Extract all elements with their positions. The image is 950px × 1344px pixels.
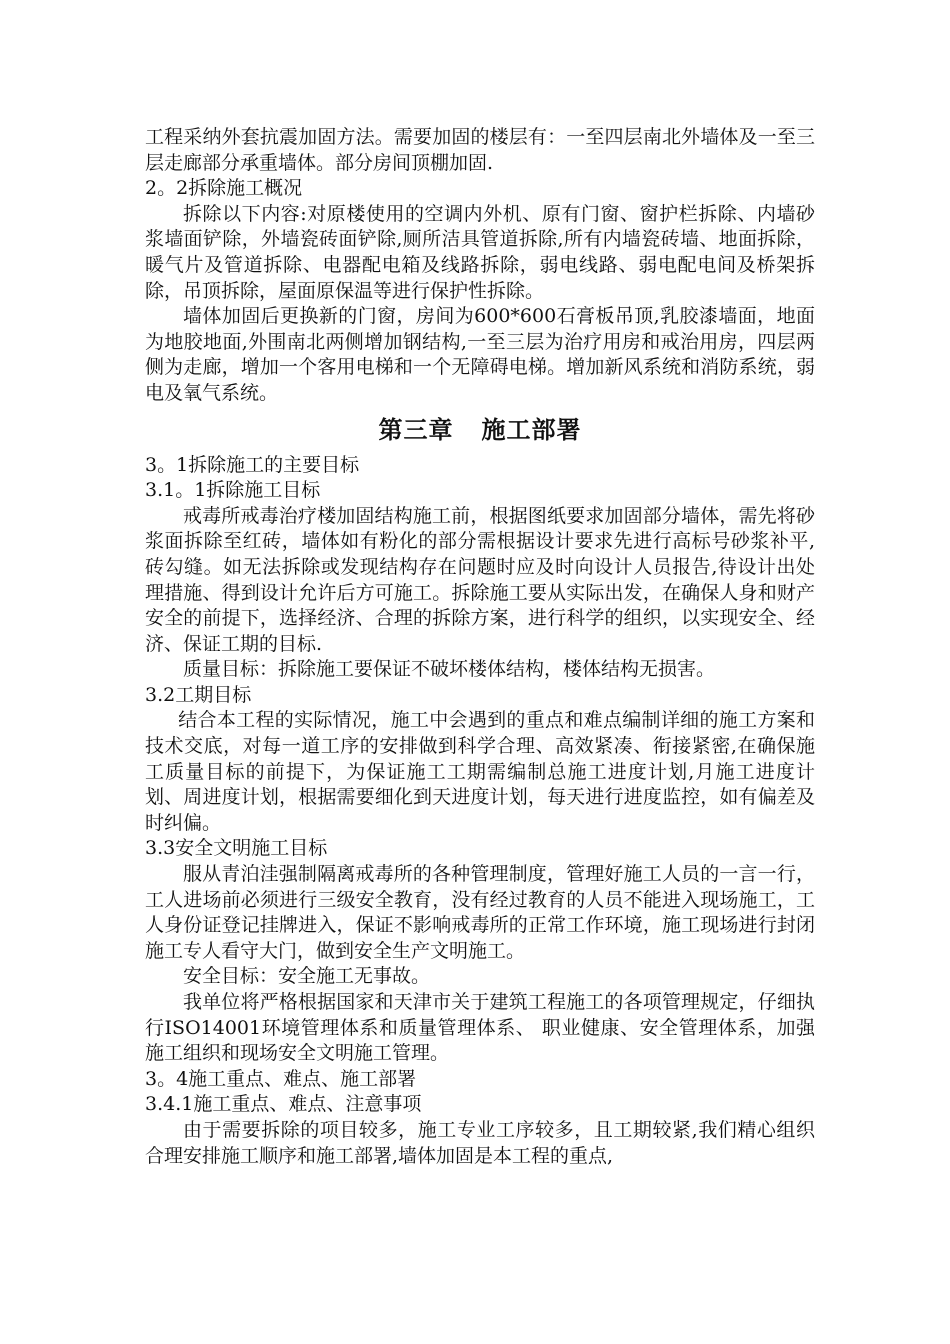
chapter-number: 第三章 — [378, 415, 454, 444]
section-heading-3-4-1: 3.4.1施工重点、难点、注意事项 — [145, 1093, 422, 1116]
paragraph-quality: 质量目标：拆除施工要保证不破坏楼体结构，楼体结构无损害。 — [183, 658, 716, 681]
chapter-title — [145, 407, 815, 453]
section-heading-3-1-1: 3.1。1拆除施工目标 — [145, 479, 321, 502]
paragraph-schedule: 结合本工程的实际情况，施工中会遇到的重点和难点编制详细的施工方案和技术交底，对每一道工序的安排做到科学合理、高效紧凑、衔接紧密,在确保施工质量目标的前提下，为保证施工工期需编制总施工进度计划,月施工进度计划、周进度计划，根据需要细化到天进度计划，每天进行进度监控，如有偏差及时纠偏。 — [145, 709, 815, 834]
section-heading-2-2: 2。2拆除施工概况 — [145, 177, 303, 200]
paragraph-safety-goal: 安全目标：安全施工无事故。 — [183, 965, 431, 988]
paragraph-safety: 服从青泊洼强制隔离戒毒所的各种管理制度，管理好施工人员的一言一行，工人进场前必须进行三级安全教育，没有经过教育的人员不能进入现场施工，工人身份证登记挂牌进入，保证不影响戒毒所的正常工作环境，施工现场进行封闭施工专人看守大门，做到安全生产文明施工。 — [145, 863, 815, 962]
section-heading-3-3: 3.3安全文明施工目标 — [145, 837, 328, 860]
document-page — [145, 125, 815, 1169]
paragraph-key-points: 由于需要拆除的项目较多，施工专业工序较多，且工期较紧,我们精心组织合理安排施工顺序和施工部署,墙体加固是本工程的重点, — [145, 1118, 815, 1167]
chapter-name: 施工部署 — [481, 415, 582, 444]
section-heading-3-2: 3.2工期目标 — [145, 683, 252, 706]
section-heading-3-1: 3。1拆除施工的主要目标 — [145, 453, 360, 476]
paragraph-reinforce: 墙体加固后更换新的门窗，房间为600*600石膏板吊顶,乳胶漆墙面，地面为地胶地面,外围南北两侧增加钢结构,一至三层为治疗用房和戒治用房，四层两侧为走廊，增加一个客用电梯和一个无障碍电梯。增加新风系统和消防系统，弱电及氧气系统。 — [145, 305, 815, 404]
paragraph-management: 我单位将严格根据国家和天津市关于建筑工程施工的各项管理规定，仔细执行ISO14001环境管理体系和质量管理体系、 职业健康、安全管理体系，加强施工组织和现场安全文明施工管理。 — [145, 991, 815, 1065]
paragraph-goal: 戒毒所戒毒治疗楼加固结构施工前，根据图纸要求加固部分墙体，需先将砂浆面拆除至红砖，墙体如有粉化的部分需根据设计要求先进行高标号砂浆补平,砖勾缝。如无法拆除或发现结构存在问题时应及时向设计人员报告,待设计出处理措施、得到设计允许后方可施工。拆除施工要从实际出发，在确保人身和财产安全的前提下，选择经济、合理的拆除方案，进行科学的组织，以实现安全、经济、保证工期的目标. — [145, 504, 815, 655]
section-heading-3-4: 3。4施工重点、难点、施工部署 — [145, 1067, 417, 1090]
paragraph-demolition: 拆除以下内容:对原楼使用的空调内外机、原有门窗、窗护栏拆除、内墙砂浆墙面铲除，外墙瓷砖面铲除,厕所洁具管道拆除,所有内墙瓷砖墙、地面拆除，暖气片及管道拆除、电器配电箱及线路拆除，弱电线路、弱电配电间及桥架拆除，吊顶拆除，屋面原保温等进行保护性拆除。 — [145, 202, 815, 302]
paragraph-intro: 工程采纳外套抗震加固方法。需要加固的楼层有：一至四层南北外墙体及一至三层走廊部分承重墙体。部分房间顶棚加固. — [145, 126, 815, 174]
